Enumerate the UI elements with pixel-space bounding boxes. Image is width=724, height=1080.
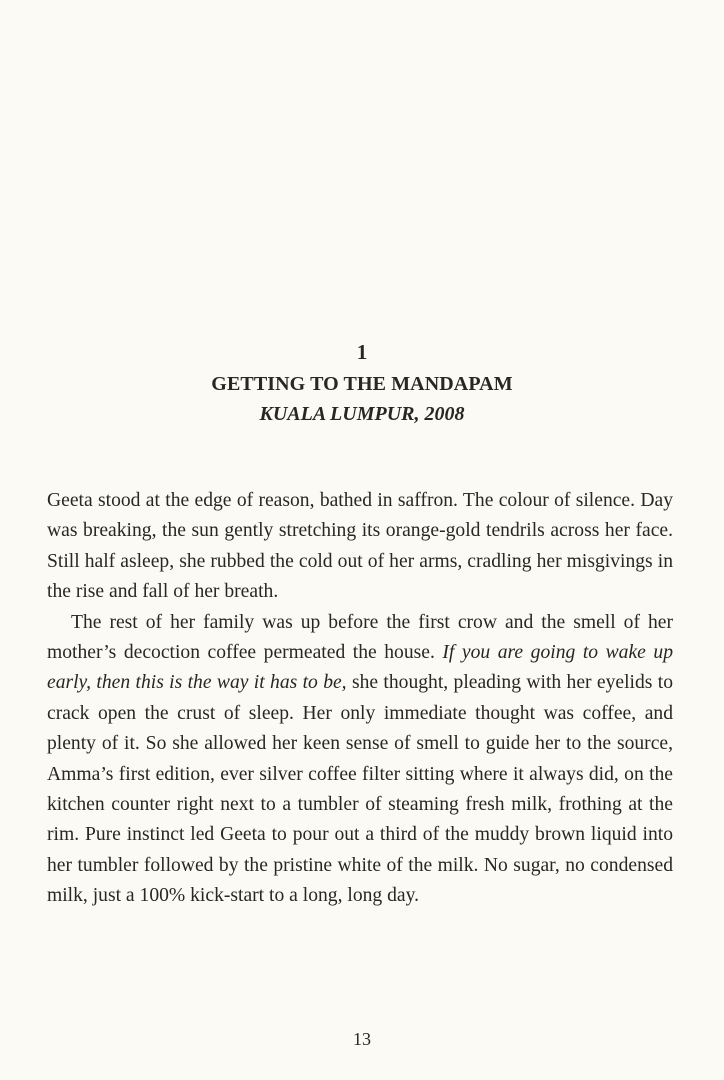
chapter-place-date: KUALA LUMPUR, 2008 [259,403,465,425]
paragraph-2-text-before: The rest of her family was up before the first crow and the smell of her mother’s decoction coffee permeated the house. [47,611,673,664]
paragraph-2-text-after: she thought, pleading with her eyelids to crack open the crust of sleep. Her only immediate thought was coffee, and plenty of it. So she allowed her keen sense of smell to guide her to the source, Amma’s first edition, ever silver coffee filter sitting where it always did, on the kitchen counter right next to a tumbler of steaming fresh milk, frothing at the rim. Pure instinct led Geeta to pour out a third of the muddy brown liquid into her tumbler followed by the pristine white of the milk. No sugar, no condensed milk, just a 100% kick-start to a long, long day. [47,672,673,907]
paragraph-1-text: Geeta stood at the edge of reason, bathed in saffron. The colour of silence. Day was breaking, the sun gently stretching its orange-gold tendrils across her face. Still half asleep, she rubbed the cold out of her arms, cradling her misgivings in the rise and fall of her breath. [47,490,673,603]
chapter-title: GETTING TO THE MANDAPAM [211,373,513,395]
paragraph-2 [47,608,673,912]
paragraph-2-italic-thought: If you are going to wake up early, then this is the way it has to be, [47,642,673,694]
chapter-number: 1 [356,340,368,364]
paragraph-1 [47,486,673,608]
chapter-heading [0,338,724,429]
body-text [47,486,673,912]
page-number: 13 [353,1029,371,1049]
